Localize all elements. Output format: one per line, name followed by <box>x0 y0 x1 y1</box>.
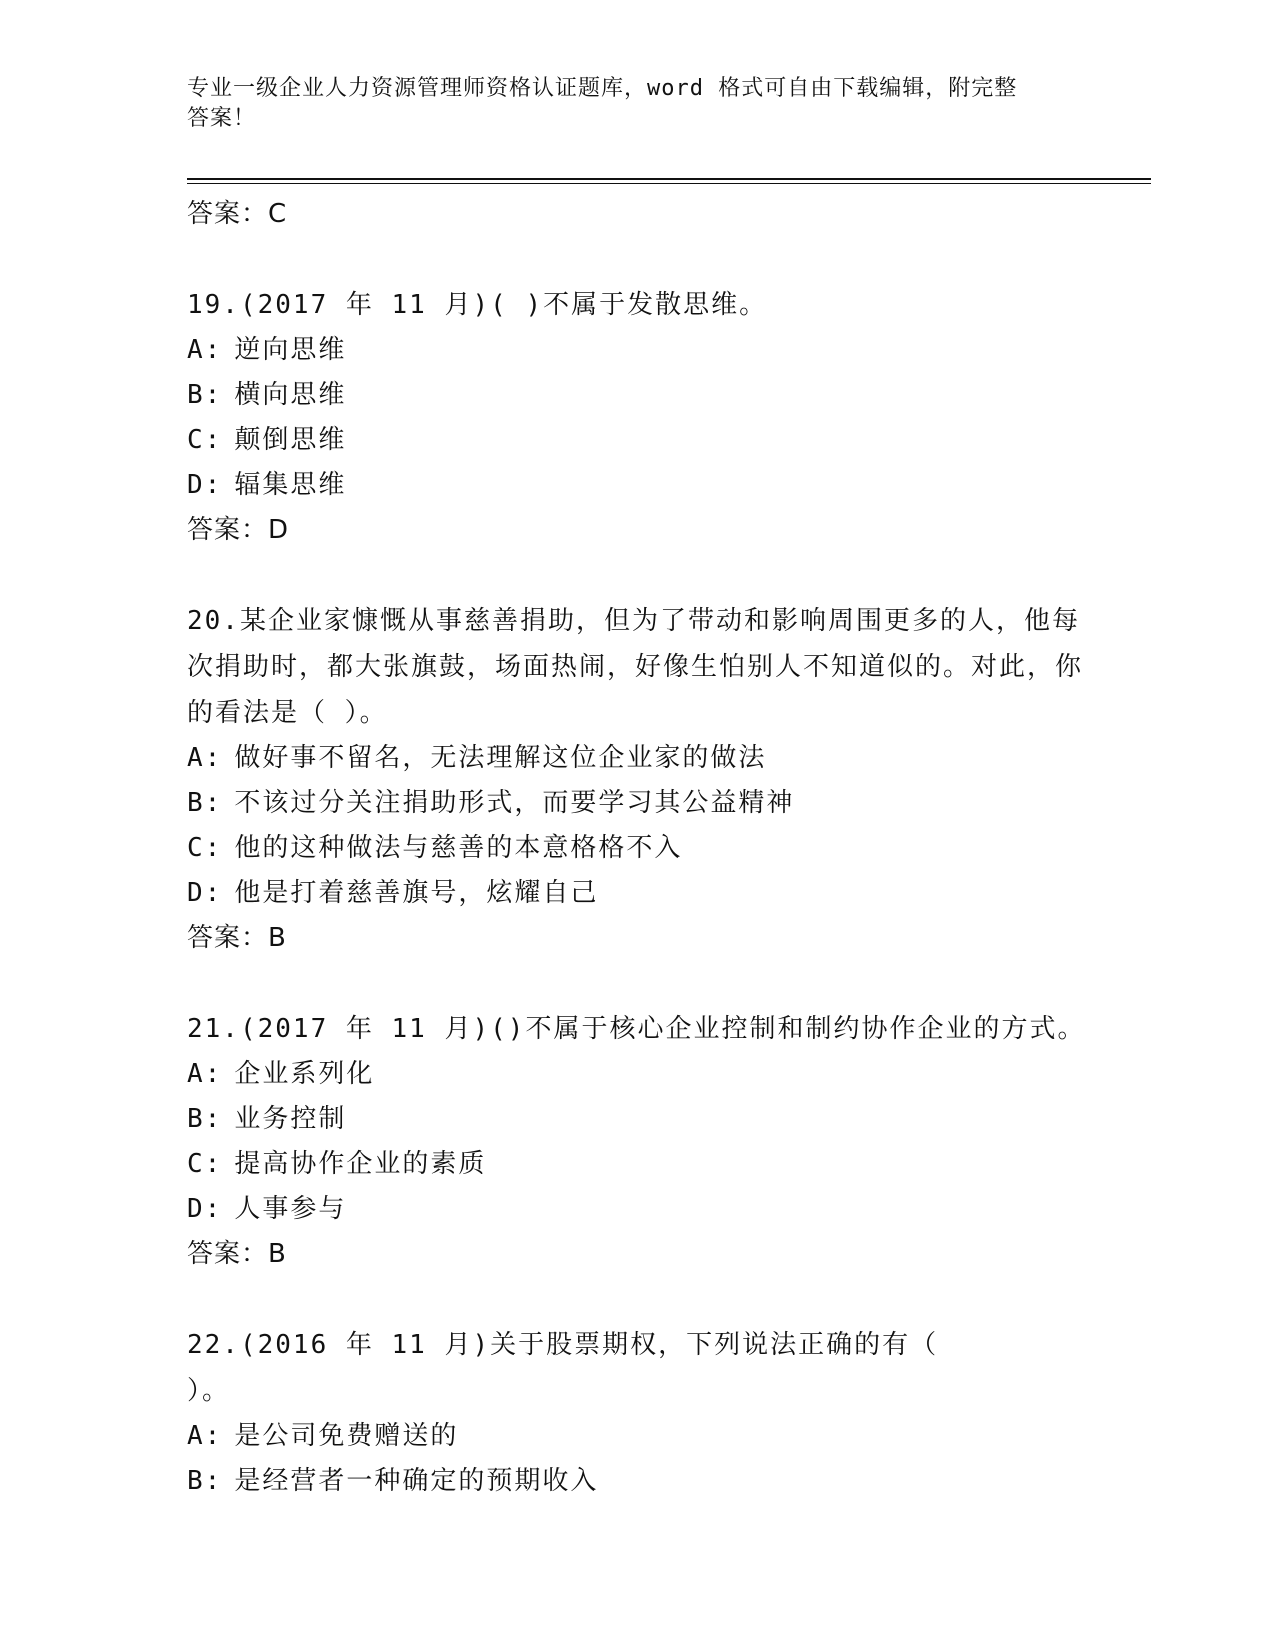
option-letter: B: <box>187 380 223 410</box>
option-letter: C: <box>187 425 223 455</box>
option-letter: C: <box>187 833 223 863</box>
option-text: 不该过分关注捐助形式，而要学习其公益精神 <box>234 788 795 818</box>
header-rule-thick <box>187 178 1151 180</box>
question-stem: 21.(2017 年 11 月)()不属于核心企业控制和制约协作企业的方式。 <box>187 1014 1086 1044</box>
option-a <box>187 1052 1087 1097</box>
option-letter: A: <box>187 1421 223 1451</box>
answer-previous-question: 答案：C <box>187 199 288 229</box>
question-list <box>187 192 1087 1504</box>
answer: 答案：B <box>187 923 287 953</box>
option-letter: B: <box>187 1466 223 1496</box>
option-text: 业务控制 <box>234 1104 347 1134</box>
question-19 <box>187 282 1087 552</box>
option-letter: B: <box>187 788 223 818</box>
option-text: 提高协作企业的素质 <box>234 1149 487 1179</box>
option-a <box>187 328 1087 373</box>
option-letter: A: <box>187 743 223 773</box>
option-letter: D: <box>187 878 223 908</box>
question-stem: 20.某企业家慷慨从事慈善捐助，但为了带动和影响周围更多的人，他每次捐助时，都大张旗鼓，场面热闹，好像生怕别人不知道似的。对此，你的看法是（ ）。 <box>187 606 1084 728</box>
option-text: 逆向思维 <box>234 335 347 365</box>
option-text: 横向思维 <box>234 380 347 410</box>
option-text: 企业系列化 <box>234 1059 375 1089</box>
option-text: 颠倒思维 <box>234 425 347 455</box>
option-d <box>187 871 1087 916</box>
option-text: 他是打着慈善旗号，炫耀自己 <box>234 878 599 908</box>
option-text: 是公司免费赠送的 <box>234 1421 459 1451</box>
option-text: 是经营者一种确定的预期收入 <box>234 1466 599 1496</box>
answer: 答案：B <box>187 1239 287 1269</box>
option-text: 做好事不留名，无法理解这位企业家的做法 <box>234 743 767 773</box>
question-22 <box>187 1322 1087 1504</box>
option-c <box>187 418 1087 463</box>
option-c <box>187 826 1087 871</box>
option-a <box>187 736 1087 781</box>
question-20 <box>187 598 1087 960</box>
option-text: 辐集思维 <box>234 470 347 500</box>
option-text: 人事参与 <box>234 1194 347 1224</box>
header-line-1: 专业一级企业人力资源管理师资格认证题库，word 格式可自由下载编辑，附完整 <box>187 76 1018 101</box>
option-a <box>187 1414 1087 1459</box>
option-b <box>187 1097 1087 1142</box>
option-letter: B: <box>187 1104 223 1134</box>
option-b <box>187 1459 1087 1504</box>
option-letter: D: <box>187 470 223 500</box>
question-21 <box>187 1006 1087 1276</box>
option-letter: A: <box>187 1059 223 1089</box>
option-d <box>187 1187 1087 1232</box>
page-header <box>187 74 1067 134</box>
question-stem: 22.(2016 年 11 月)关于股票期权，下列说法正确的有（ ）。 <box>187 1330 1051 1406</box>
option-letter: A: <box>187 335 223 365</box>
option-text: 他的这种做法与慈善的本意格格不入 <box>234 833 683 863</box>
answer: 答案：D <box>187 515 290 545</box>
header-rule-thin <box>187 183 1151 184</box>
option-b <box>187 373 1087 418</box>
option-c <box>187 1142 1087 1187</box>
question-stem: 19.(2017 年 11 月)( )不属于发散思维。 <box>187 290 768 320</box>
option-letter: C: <box>187 1149 223 1179</box>
option-b <box>187 781 1087 826</box>
option-d <box>187 463 1087 508</box>
option-letter: D: <box>187 1194 223 1224</box>
header-line-2: 答案！ <box>187 106 257 131</box>
